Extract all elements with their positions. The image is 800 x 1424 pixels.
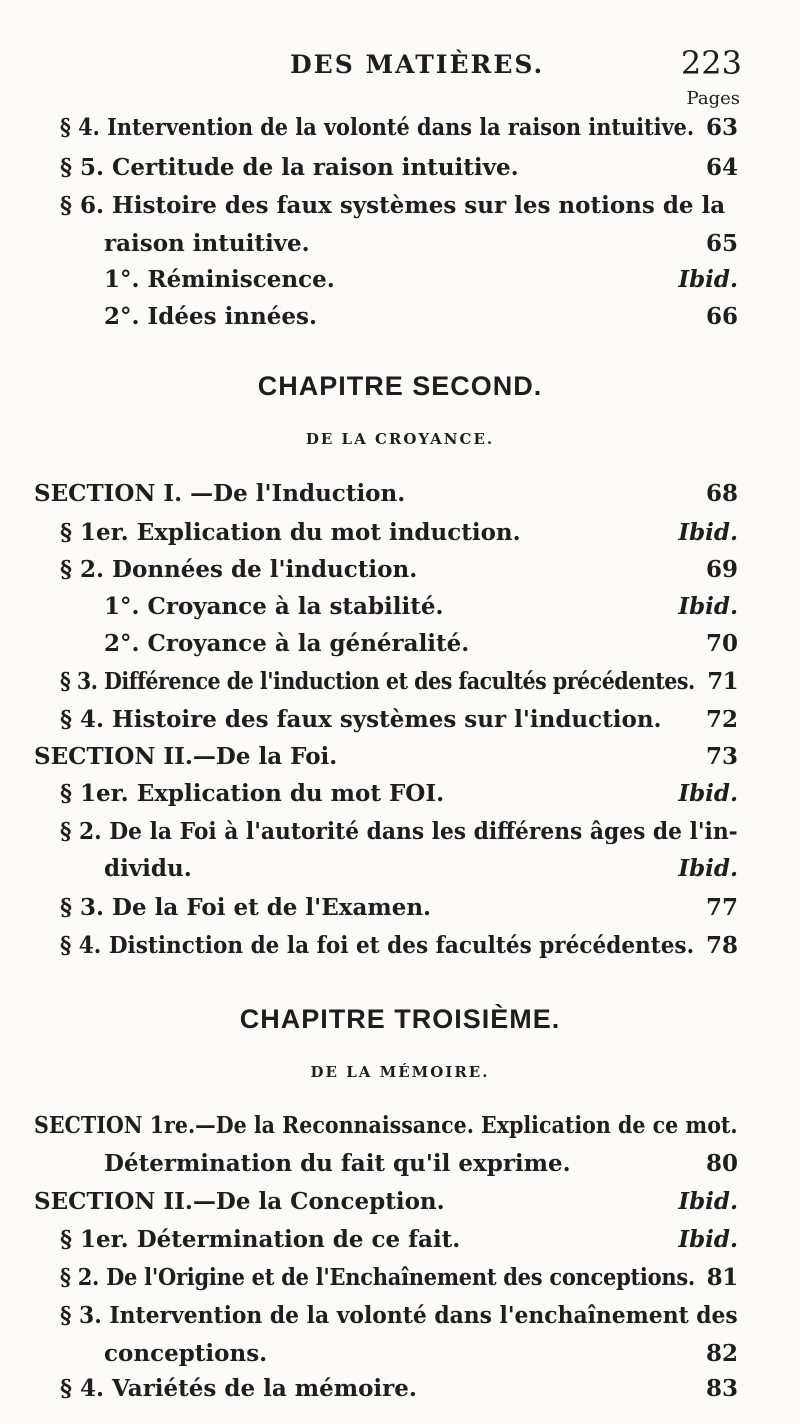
toc-entry <box>60 1226 738 1260</box>
page-number: 223 <box>680 44 742 82</box>
pages-column-label: Pages <box>686 88 740 109</box>
toc-entry-page: 77 <box>705 894 738 921</box>
toc-entry-page: 68 <box>705 480 738 507</box>
toc-entry-text: 1°. Réminiscence. <box>104 266 335 293</box>
toc-entry-text: § 1er. Détermination de ce fait. <box>60 1226 461 1253</box>
toc-entry <box>60 192 738 226</box>
toc-entry <box>104 593 738 627</box>
toc-entry-page: 83 <box>705 1375 738 1402</box>
toc-entry-page: Ibid. <box>678 780 738 807</box>
toc-entry-text: raison intuitive. <box>104 230 310 257</box>
toc-entry <box>60 894 738 928</box>
toc-entry-page: Ibid. <box>678 519 738 546</box>
toc-entry <box>104 630 738 664</box>
toc-entry-text: SECTION 1re.—De la Reconnaissance. Explication de ce mot. <box>34 1112 738 1139</box>
toc-entry <box>60 780 738 814</box>
toc-entry <box>60 556 738 590</box>
toc-entry-page: 72 <box>705 706 738 733</box>
toc-entry <box>60 706 738 740</box>
toc-entry-text: SECTION II.—De la Conception. <box>34 1188 445 1215</box>
toc-entry-page: 78 <box>705 932 738 959</box>
toc-entry <box>104 855 738 889</box>
toc-entry <box>104 1340 738 1374</box>
toc-entry-page: 71 <box>707 668 738 695</box>
toc-entry-page: 64 <box>705 154 738 181</box>
toc-section-entry <box>34 743 738 777</box>
toc-entry-text: § 3. Différence de l'induction et des facultés précédentes. <box>60 668 695 695</box>
toc-entry-page: 81 <box>706 1264 738 1291</box>
toc-entry <box>60 932 738 966</box>
running-head-title: DES MATIÈRES. <box>290 50 545 79</box>
toc-entry-text: § 1er. Explication du mot FOI. <box>60 780 445 807</box>
toc-entry <box>60 1264 738 1298</box>
toc-section-entry <box>34 1188 738 1222</box>
toc-entry <box>104 230 738 264</box>
toc-entry <box>60 154 738 188</box>
toc-entry-text: § 4. Intervention de la volonté dans la raison intuitive. <box>60 114 695 141</box>
toc-section-entry <box>34 480 738 514</box>
toc-entry <box>60 1375 738 1409</box>
toc-entry-page: Ibid. <box>678 1188 738 1215</box>
toc-entry-page: Ibid. <box>678 1226 738 1253</box>
toc-entry-text: SECTION I. —De l'Induction. <box>34 480 406 507</box>
toc-entry-page: 69 <box>705 556 738 583</box>
toc-entry-text: § 2. Données de l'induction. <box>60 556 418 583</box>
running-head <box>0 44 800 84</box>
toc-entry <box>104 266 738 300</box>
toc-entry-text: § 4. Variétés de la mémoire. <box>60 1375 417 1402</box>
toc-entry <box>60 818 738 852</box>
toc-entry-page: 66 <box>705 303 738 330</box>
toc-entry-text: § 4. Histoire des faux systèmes sur l'induction. <box>60 706 662 733</box>
toc-entry-text: dividu. <box>104 855 192 882</box>
toc-entry-page: 73 <box>705 743 738 770</box>
toc-section-entry <box>34 1112 738 1146</box>
chapter-title: CHAPITRE TROISIÈME. <box>239 1004 561 1034</box>
toc-entry-page: Ibid. <box>678 593 738 620</box>
chapter-subtitle: DE LA MÉMOIRE. <box>310 1063 490 1081</box>
toc-entry-text: § 3. Intervention de la volonté dans l'enchaînement des <box>60 1302 738 1329</box>
toc-entry <box>60 114 738 148</box>
toc-entry <box>60 1302 738 1336</box>
toc-entry-text: 1°. Croyance à la stabilité. <box>104 593 444 620</box>
toc-entry-text: § 3. De la Foi et de l'Examen. <box>60 894 432 921</box>
chapter-title: CHAPITRE SECOND. <box>257 371 543 401</box>
toc-entry-text: § 6. Histoire des faux systèmes sur les notions de la <box>60 192 726 219</box>
toc-entry-page: 80 <box>705 1150 738 1177</box>
toc-entry-text: § 5. Certitude de la raison intuitive. <box>60 154 519 181</box>
toc-entry-page: 65 <box>705 230 738 257</box>
toc-entry <box>60 519 738 553</box>
toc-entry-text: 2°. Idées innées. <box>104 303 317 330</box>
toc-entry-text: SECTION II.—De la Foi. <box>34 743 338 770</box>
toc-entry-page: Ibid. <box>678 266 738 293</box>
toc-entry-text: 2°. Croyance à la généralité. <box>104 630 470 657</box>
toc-entry-page: 70 <box>705 630 738 657</box>
toc-entry-text: conceptions. <box>104 1340 268 1367</box>
toc-entry <box>104 303 738 337</box>
toc-entry <box>60 668 738 702</box>
toc-entry-text: § 2. De l'Origine et de l'Enchaînement des conceptions. <box>60 1264 695 1291</box>
toc-entry <box>104 1150 738 1184</box>
toc-entry-text: § 4. Distinction de la foi et des facultés précédentes. <box>60 932 695 959</box>
toc-entry-page: 63 <box>705 114 738 141</box>
toc-entry-page: 82 <box>705 1340 738 1367</box>
toc-entry-text: § 2. De la Foi à l'autorité dans les différens âges de l'in- <box>60 818 738 845</box>
chapter-subtitle: DE LA CROYANCE. <box>305 430 495 448</box>
toc-entry-page: Ibid. <box>678 855 738 882</box>
toc-entry-text: § 1er. Explication du mot induction. <box>60 519 521 546</box>
toc-entry-text: Détermination du fait qu'il exprime. <box>104 1150 571 1177</box>
